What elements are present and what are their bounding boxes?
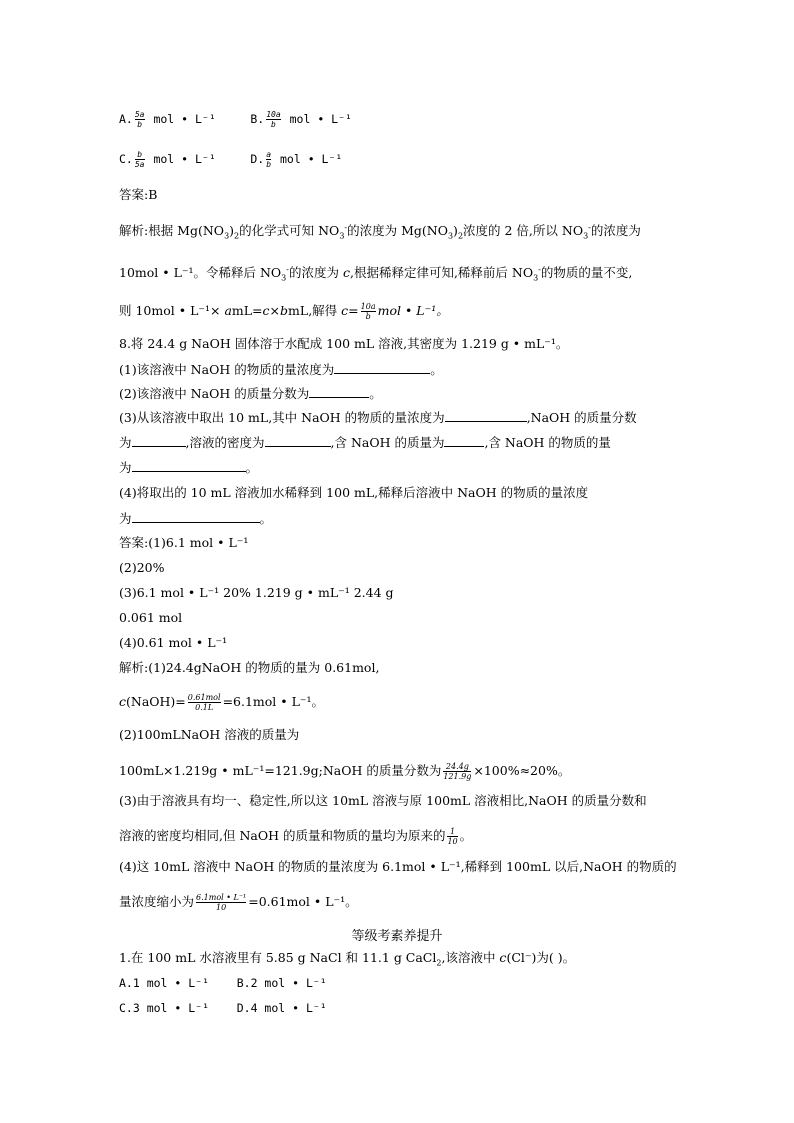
answer-blank-2[interactable] xyxy=(309,385,369,398)
next-q1-option-c: C.3 mol • L⁻¹ xyxy=(119,1001,210,1015)
option-d-unit: mol • L⁻¹ xyxy=(280,152,343,166)
q8-answer-line-4: 0.061 mol xyxy=(119,610,183,625)
option-c-label: C. xyxy=(119,152,133,166)
next-q1-option-b: B.2 mol • L⁻¹ xyxy=(236,976,327,990)
q8-part-1: (1)该溶液中 NaOH 的物质的量浓度为 。 xyxy=(119,362,443,377)
q7-result-fraction: $\frac{10a}{b}$ xyxy=(360,302,376,321)
q8-answer-line-1: 答案:(1)6.1 mol • L⁻¹ xyxy=(119,535,249,550)
answer-blank-4[interactable] xyxy=(132,434,186,447)
option-b-unit: mol • L⁻¹ xyxy=(289,112,352,126)
option-c-unit: mol • L⁻¹ xyxy=(153,152,216,166)
option-row-cd xyxy=(119,150,342,169)
option-a-label: A. xyxy=(119,112,133,126)
option-a-fraction: $\frac{5a}{b}$ xyxy=(134,110,145,129)
answer-blank-5[interactable] xyxy=(265,434,331,447)
mass-fraction: $\frac{24.4g}{121.9g}$ xyxy=(443,762,472,781)
q8-part-3-line-3: 为 。 xyxy=(119,460,259,475)
q8-part-4-line-1: (4)将取出的 10 mL 溶液加水稀释到 100 mL,稀释后溶液中 NaOH 的物质的量浓度 xyxy=(119,485,589,500)
q8-analysis-line-2: c(NaOH)= $\frac{\text{0.61mol}}{0.1L}$ =6.1mol • L⁻¹。 xyxy=(119,693,325,712)
q8-analysis-line-3: (2)100mLNaOH 溶液的质量为 xyxy=(119,727,300,742)
answer-blank-7[interactable] xyxy=(132,459,246,472)
q8-part-2: (2)该溶液中 NaOH 的质量分数为 。 xyxy=(119,386,382,401)
option-a-unit: mol • L⁻¹ xyxy=(153,112,216,126)
answer-blank-8[interactable] xyxy=(132,510,260,523)
q8-analysis-line-8: 量浓度缩小为 $\frac{\text{6.1mol • L⁻¹}}{10}$ =0.61mol • L⁻¹。 xyxy=(119,893,358,912)
tenth-fraction: $\frac{1}{10}$ xyxy=(447,827,458,846)
q8-analysis-line-7: (4)这 10mL 溶液中 NaOH 的物质的量浓度为 6.1mol • L⁻¹,稀释到 100mL 以后,NaOH 的物质的 xyxy=(119,859,677,874)
option-c-fraction: $\frac{b}{5a}$ xyxy=(134,150,145,169)
option-d-label: D. xyxy=(250,152,265,166)
q8-answer-line-5: (4)0.61 mol • L⁻¹ xyxy=(119,635,228,650)
next-q1-option-d: D.4 mol • L⁻¹ xyxy=(236,1001,327,1015)
option-b-label: B. xyxy=(250,112,265,126)
option-row-ab xyxy=(119,110,352,129)
q8-part-4-line-2: 为 。 xyxy=(119,511,273,526)
q8-stem: 8.将 24.4 g NaOH 固体溶于水配成 100 mL 溶液,其密度为 1.219 g • mL⁻¹。 xyxy=(119,336,569,351)
section-title: 等级考素养提升 xyxy=(351,929,443,944)
q7-analysis-line-1: 解析:根据 $Mg(NO_3)_2$的化学式可知 $NO_3^-$的浓度为 $Mg(NO_3)_2$浓度的 2 倍,所以 $NO_3^-$的浓度为 xyxy=(119,223,641,241)
answer-blank-6[interactable] xyxy=(444,434,484,447)
option-d-fraction: $\frac{a}{b}$ xyxy=(266,150,272,169)
option-b-fraction: $\frac{10a}{b}$ xyxy=(266,110,281,129)
q8-answer-line-3: (3)6.1 mol • L⁻¹ 20% 1.219 g • mL⁻¹ 2.44 g xyxy=(119,585,394,600)
q8-answer-line-2: (2)20% xyxy=(119,560,165,575)
q8-analysis-line-4: 100mL×1.219g • mL⁻¹=121.9g;NaOH 的质量分数为 $\frac{24.4g}{121.9g}$ ×100%≈20%。 xyxy=(119,762,571,781)
next-q1-options-cd xyxy=(119,1000,327,1016)
next-q1-option-a: A.1 mol • L⁻¹ xyxy=(119,976,210,990)
dilution-fraction: $\frac{\text{6.1mol • L⁻¹}}{10}$ xyxy=(196,893,247,912)
q7-analysis-line-3: 则 10mol • L⁻¹× amL=c×bmL,解得 c= $\frac{10a}{b}$ mol • L⁻¹。 xyxy=(119,302,449,321)
q8-analysis-line-1: 解析:(1)24.4gNaOH 的物质的量为 0.61mol, xyxy=(119,660,380,675)
concentration-fraction: $\frac{\text{0.61mol}}{0.1L}$ xyxy=(187,693,221,712)
next-q1-stem: 1.在 100 mL 水溶液里有 5.85 g NaCl 和 11.1 g CaCl$_2$,该溶液中 c(Cl⁻)为( )。 xyxy=(119,950,576,968)
q7-answer: 答案:B xyxy=(119,187,158,202)
next-q1-options-ab xyxy=(119,975,327,991)
answer-blank-1[interactable] xyxy=(334,361,430,374)
q8-analysis-line-5: (3)由于溶液具有均一、稳定性,所以这 10mL 溶液与原 100mL 溶液相比,NaOH 的质量分数和 xyxy=(119,793,647,808)
q7-analysis-line-2: 10mol • L⁻¹。令稀释后 $NO_3^-$的浓度为 c,根据稀释定律可知,稀释前后 $NO_3^-$的物质的量不变, xyxy=(119,265,633,283)
q8-part-3-line-1: (3)从该溶液中取出 10 mL,其中 NaOH 的物质的量浓度为 ,NaOH 的质量分数 xyxy=(119,410,637,425)
answer-blank-3[interactable] xyxy=(445,409,527,422)
q8-analysis-line-6: 溶液的密度均相同,但 NaOH 的质量和物质的量均为原来的 $\frac{1}{10}$ 。 xyxy=(119,827,473,846)
q8-part-3-line-2: 为 ,溶液的密度为 ,含 NaOH 的质量为 ,含 NaOH 的物质的量 xyxy=(119,435,611,450)
